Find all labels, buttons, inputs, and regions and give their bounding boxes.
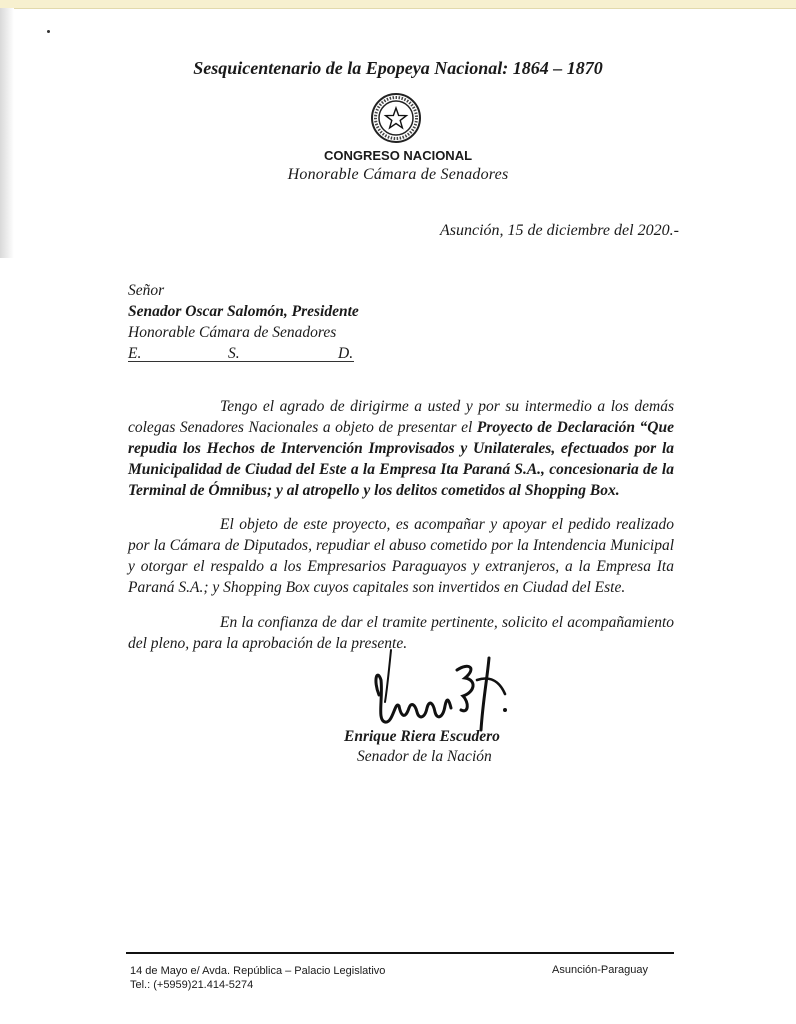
- esd-s: S.: [228, 345, 240, 362]
- paragraph-1-text: Tengo el agrado de dirigirme a usted y por su intermedio a los demás colegas Senadores Nacionales a objeto de presentar el: [128, 398, 674, 436]
- signer-role: Senador de la Nación: [357, 748, 492, 765]
- footer-address: 14 de Mayo e/ Avda. República – Palacio Legislativo: [130, 965, 386, 977]
- top-strip: [0, 0, 796, 9]
- header-motto: Sesquicentenario de la Epopeya Nacional: 1864 – 1870: [193, 58, 603, 78]
- esd-underline: [128, 361, 354, 362]
- paragraph-3-text: En la confianza de dar el tramite pertinente, solicito el acompañamiento del pleno, para la aprobación de la presente.: [128, 614, 674, 652]
- esd-line: [128, 343, 354, 365]
- letter-date: Asunción, 15 de diciembre del 2020.-: [440, 222, 679, 239]
- recipient-block: [128, 280, 359, 365]
- paragraph-2: [128, 514, 674, 598]
- recipient-body: Honorable Cámara de Senadores: [128, 324, 337, 341]
- institution-name: CONGRESO NACIONAL: [323, 148, 473, 163]
- paragraph-1: [128, 396, 674, 501]
- esd-e: E.: [128, 345, 142, 362]
- paragraph-1-bold: Proyecto de Declaración “Que repudia los Hechos de Intervención Improvisados y Unilaterales, efectuados por la Municipalidad de Ciudad del Este a la Empresa Ita Paraná S.A., concesionaria de la Terminal de Ómnibus; y al atropello y los delitos cometidos al Shopping Box.: [128, 419, 674, 499]
- chamber-name: Honorable Cámara de Senadores: [287, 166, 509, 183]
- esd-d: D.: [338, 345, 354, 362]
- national-seal-icon: [370, 92, 422, 144]
- footer-city: Asunción-Paraguay: [552, 964, 649, 976]
- footer-contact: [130, 964, 385, 992]
- salutation: Señor: [128, 282, 165, 299]
- paragraph-2-text: El objeto de este proyecto, es acompañar y apoyar el pedido realizado por la Cámara de Diputados, repudiar el abuso cometido por la Intendencia Municipal y otorgar el respaldo a los Empresarios Paraguayos y extranjeros, a la Empresa Ita Paraná S.A.; y Shopping Box cuyos capitales son invertidos en Ciudad del Este.: [128, 516, 674, 596]
- handwritten-signature: [365, 640, 525, 740]
- scan-speck: [47, 30, 50, 33]
- footer-divider: [126, 952, 674, 954]
- signer-name: Enrique Riera Escudero: [344, 728, 500, 745]
- recipient-name: Senador Oscar Salomón, Presidente: [128, 303, 359, 320]
- footer-phone: Tel.: (+5959)21.414-5274: [130, 979, 254, 991]
- page-edge-shadow: [0, 8, 14, 258]
